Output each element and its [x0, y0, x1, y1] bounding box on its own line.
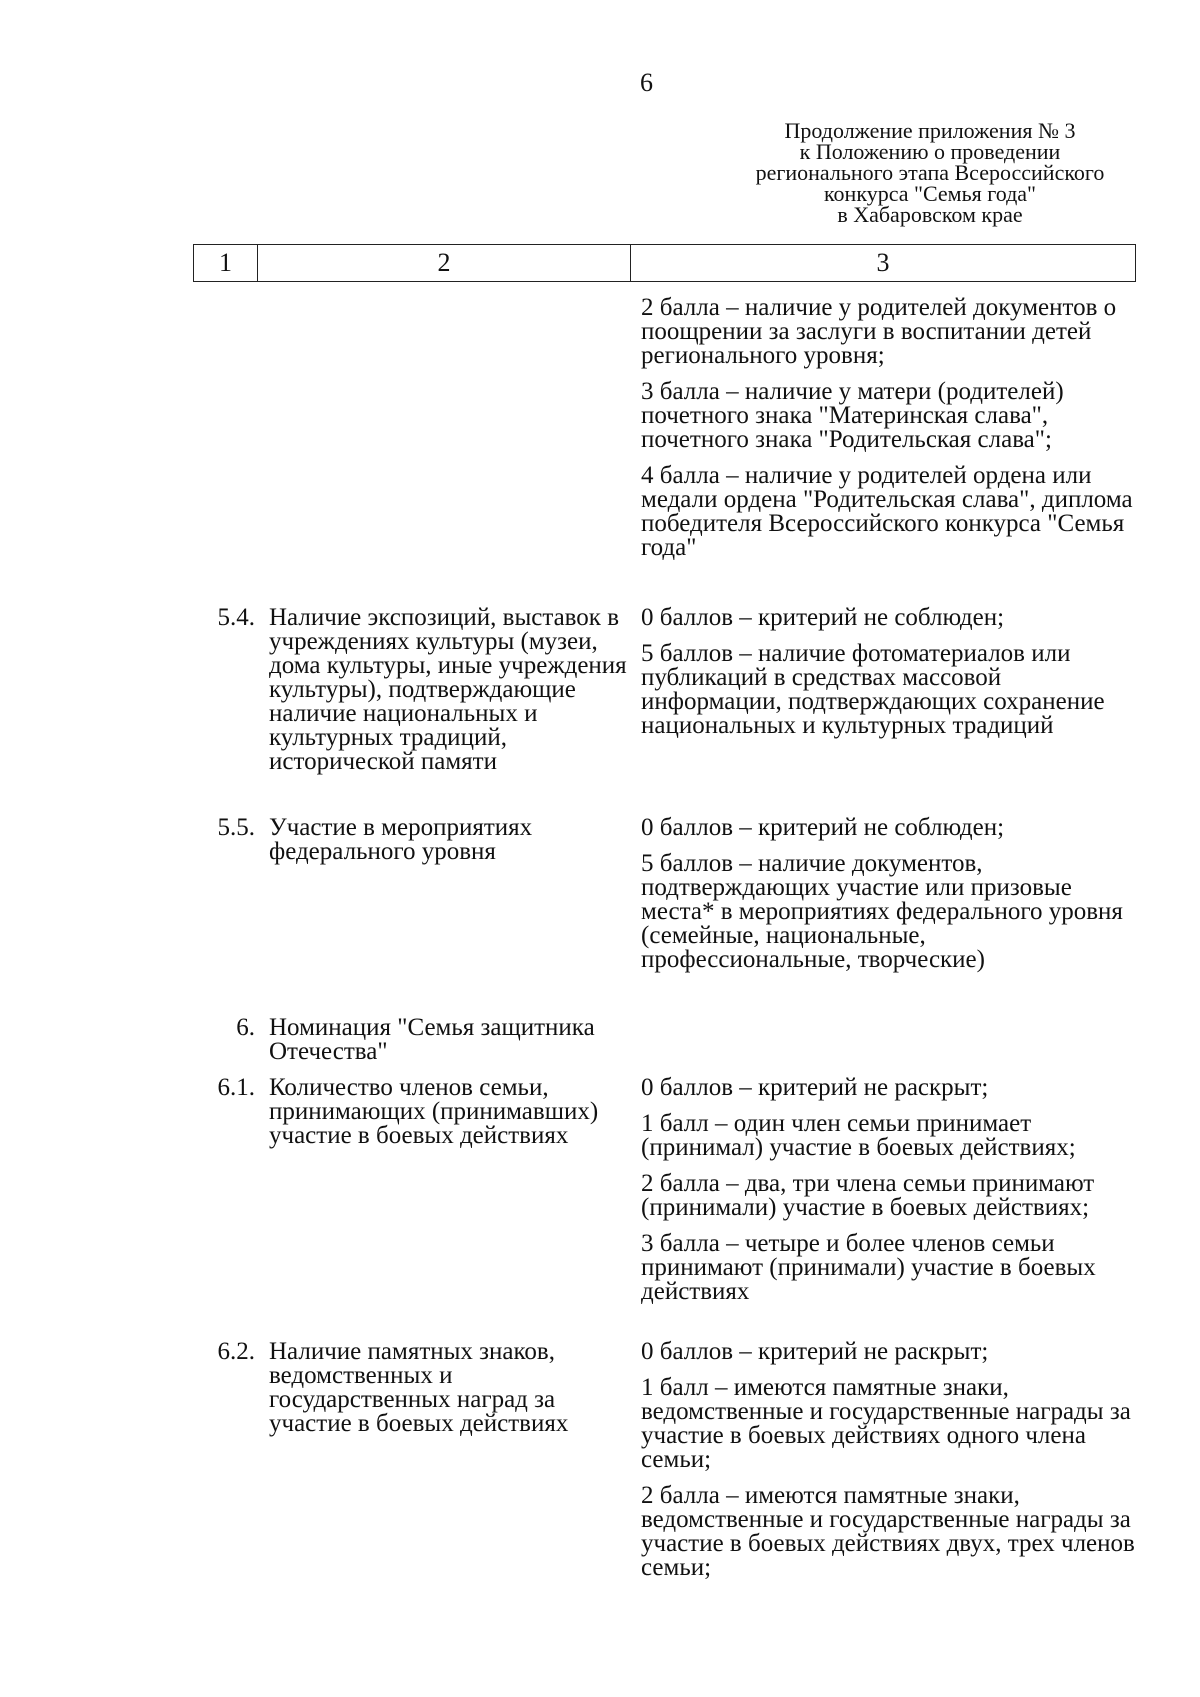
score-item: 0 баллов – критерий не соблюден; — [641, 814, 1005, 841]
score-item: 3 балла – наличие у матери (родителей) почетного знака "Материнская слава", почетного знака "Родительская слава"; — [641, 378, 1064, 453]
score-item: 2 балла – имеются памятные знаки, ведомственные и государственные награды за участие в боевых действиях двух, трех членов семьи; — [641, 1482, 1135, 1581]
row-number: 6.2. — [217, 1338, 255, 1365]
row-number: 6.1. — [217, 1074, 255, 1101]
table-header — [193, 244, 1136, 282]
row-scores — [641, 816, 1141, 972]
appendix-line-4: конкурса "Семья года" — [823, 181, 1037, 206]
table-header-col-2: 2 — [258, 245, 631, 281]
score-item: 0 баллов – критерий не раскрыт; — [641, 1074, 989, 1101]
row-scores — [641, 296, 1141, 560]
row-criterion: Количество членов семьи, принимающих (принимавших) участие в боевых действиях — [269, 1074, 599, 1149]
score-item: 0 баллов – критерий не соблюден; — [641, 604, 1005, 631]
page-number: 6 — [640, 68, 653, 97]
appendix-line-5: в Хабаровском крае — [837, 202, 1023, 227]
score-item: 5 баллов – наличие документов, подтверждающих участие или призовые места* в мероприятиях федерального уровня (семейные, национальные, профессиональные, творческие) — [641, 850, 1123, 973]
row-criterion: Участие в мероприятиях федерального уровня — [269, 814, 533, 865]
score-item: 3 балла – четыре и более членов семьи принимают (принимали) участие в боевых действиях — [641, 1230, 1096, 1305]
score-item: 1 балл – один член семьи принимает (принимал) участие в боевых действиях; — [641, 1110, 1076, 1161]
row-number: 5.5. — [217, 814, 255, 841]
score-item: 1 балл – имеются памятные знаки, ведомственные и государственные награды за участие в боевых действиях одного члена семьи; — [641, 1374, 1131, 1473]
row-scores — [641, 1340, 1141, 1580]
score-item: 2 балла – наличие у родителей документов о поощрении за заслуги в воспитании детей регионального уровня; — [641, 294, 1117, 369]
appendix-line-1: Продолжение приложения № 3 — [784, 118, 1076, 143]
row-number: 6. — [236, 1014, 255, 1041]
score-item: 4 балла – наличие у родителей ордена или медали ордена "Родительская слава", диплома победителя Всероссийского конкурса "Семья года" — [641, 462, 1133, 561]
score-item: 0 баллов – критерий не раскрыт; — [641, 1338, 989, 1365]
table-header-col-3: 3 — [876, 248, 890, 277]
appendix-line-2: к Положению о проведении — [799, 139, 1061, 164]
score-item: 5 баллов – наличие фотоматериалов или публикаций в средствах массовой информации, подтверждающих сохранение национальных и культурных традиций — [641, 640, 1105, 739]
row-scores — [641, 606, 1141, 738]
table-header-col-1: 1 — [194, 245, 258, 281]
row-criterion: Наличие памятных знаков, ведомственных и государственных наград за участие в боевых действиях — [269, 1338, 569, 1437]
appendix-header — [720, 120, 1140, 225]
row-number: 5.4. — [217, 604, 255, 631]
row-criterion: Номинация "Семья защитника Отечества" — [269, 1014, 595, 1065]
score-item: 2 балла – два, три члена семьи принимают (принимали) участие в боевых действиях; — [641, 1170, 1095, 1221]
row-criterion: Наличие экспозиций, выставок в учреждениях культуры (музеи, дома культуры, иные учреждения культуры), подтверждающие наличие национальных и культурных традиций, исторической памяти — [269, 604, 627, 775]
appendix-line-3: регионального этапа Всероссийского — [755, 160, 1105, 185]
row-scores — [641, 1076, 1141, 1304]
